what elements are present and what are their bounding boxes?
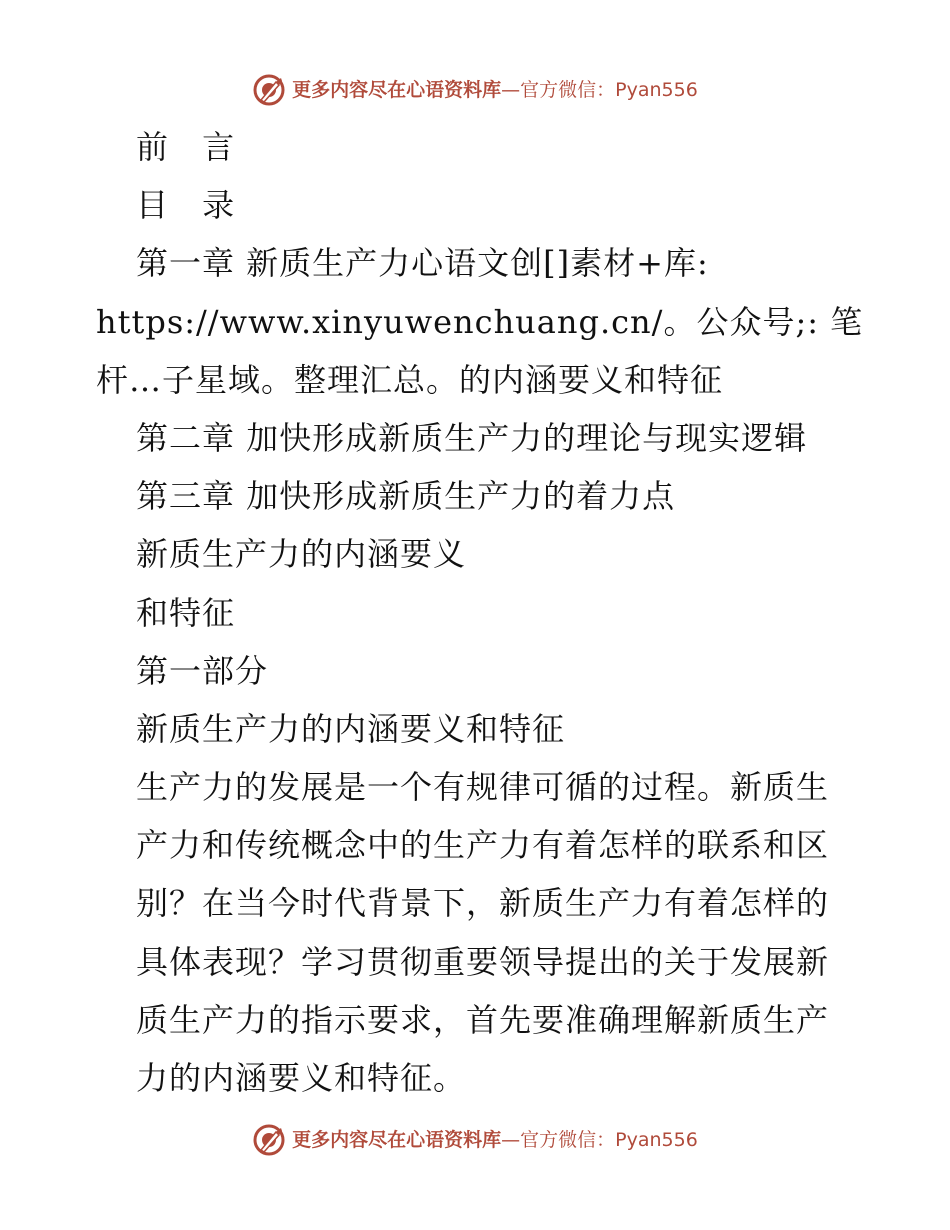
document-body xyxy=(96,118,864,1107)
toc-chapter-2: 第二章 加快形成新质生产力的理论与现实逻辑 xyxy=(136,418,808,457)
section-title-continued: 和特征 xyxy=(136,593,236,632)
watermark-dash: — xyxy=(501,1129,521,1151)
toc-chapter-3: 第三章 加快形成新质生产力的着力点 xyxy=(136,477,676,516)
watermark-brand: 更多内容尽在心语资料库 xyxy=(292,79,502,101)
watermark-text xyxy=(292,70,698,110)
paragraph-line: 质生产力的指示要求，首先要准确理解新质生产 xyxy=(136,1000,830,1039)
part-heading: 第一部分 xyxy=(136,651,269,690)
paragraph-line: 力的内涵要义和特征。 xyxy=(136,1059,467,1097)
paragraph-line: 产力和传统概念中的生产力有着怎样的联系和区 xyxy=(136,826,830,865)
watermark-contact: 官方微信：Pyan556 xyxy=(520,79,698,101)
section-title: 新质生产力的内涵要义 xyxy=(136,535,467,574)
watermark-dash: — xyxy=(501,79,521,101)
paragraph-line: 生产力的发展是一个有规律可循的过程。新质生 xyxy=(136,768,830,807)
paragraph-line: 具体表现？学习贯彻重要领导提出的关于发展新 xyxy=(136,942,830,981)
toc-chapter-1: 第一章 新质生产力心语文创[]素材+库: xyxy=(136,244,709,283)
pen-logo-icon xyxy=(252,73,286,107)
heading-contents: 目 录 xyxy=(136,186,247,225)
paragraph-line: 别？在当今时代背景下，新质生产力有着怎样的 xyxy=(136,884,830,923)
toc-chapter-1-continued: https://www.xinyuwenchuang.cn/。公众号;: 笔 xyxy=(96,302,864,341)
watermark-banner-top xyxy=(0,70,950,110)
part-title: 新质生产力的内涵要义和特征 xyxy=(136,709,566,748)
watermark-contact: 官方微信：Pyan556 xyxy=(520,1129,698,1151)
toc-chapter-1-end: 杆…子星域。整理汇总。的内涵要义和特征 xyxy=(96,360,724,399)
watermark-text xyxy=(292,1120,698,1160)
watermark-banner-bottom xyxy=(0,1120,950,1160)
pen-logo-icon xyxy=(252,1123,286,1157)
heading-preface: 前 言 xyxy=(136,128,247,166)
watermark-brand: 更多内容尽在心语资料库 xyxy=(292,1129,502,1151)
